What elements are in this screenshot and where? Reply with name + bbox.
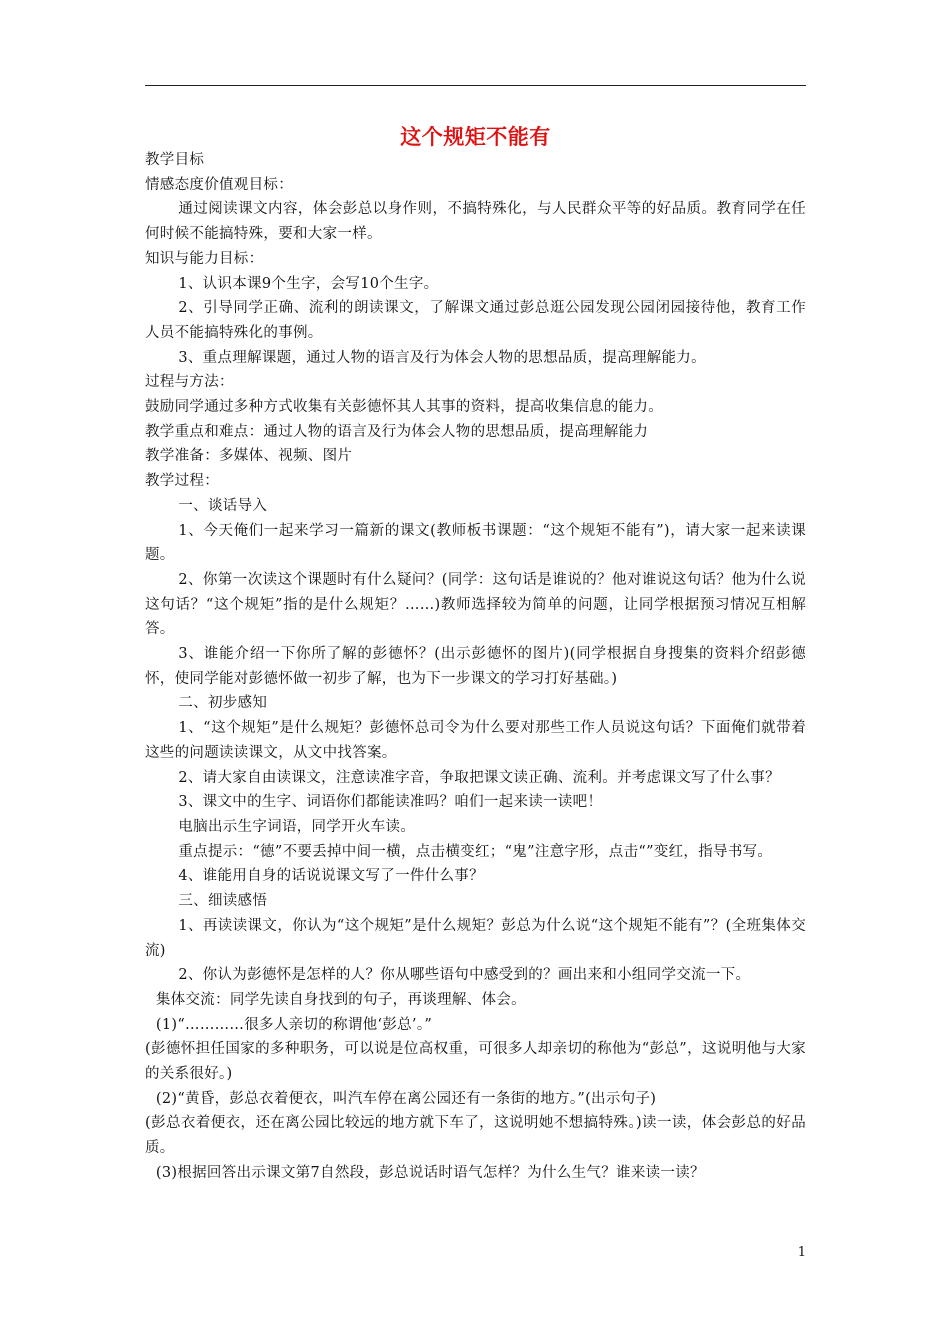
list-item: 4、谁能用自身的话说说课文写了一件什么事？ <box>178 868 484 885</box>
list-item: 2、引导同学正确、流利的朗读课文，了解课文通过彭总逛公园发现公园闭园接待他，教育工作人员不能搞特殊化的事例。 <box>145 300 806 341</box>
sub-heading: 过程与方法： <box>145 374 234 391</box>
list-item: 2、你第一次读这个课题时有什么疑问？(同学：这句话是谁说的？他对谁说这句话？他为什么说这句话？“这个规矩”指的是什么规矩？……)教师选择较为简单的问题，让同学根据预习情况互相解答。 <box>145 571 806 638</box>
document-title: 这个规矩不能有 <box>400 125 551 149</box>
header-rule <box>145 85 806 86</box>
paragraph: 教学准备：多媒体、视频、图片 <box>145 448 353 465</box>
paragraph: (彭德怀担任国家的多种职务，可以说是位高权重，可很多人却亲切的称他为“彭总”，这说明他与大家的关系很好。) <box>145 1041 806 1083</box>
section-heading: 教学过程： <box>145 473 219 490</box>
paragraph: 教学重点和难点：通过人物的语言及行为体会人物的思想品质，提高理解能力 <box>145 423 649 440</box>
section-heading: 教学目标 <box>145 152 205 168</box>
list-item: 3、课文中的生字、词语你们都能读准吗？咱们一起来读一读吧！ <box>178 794 603 811</box>
paragraph: (彭总衣着便衣，还在离公园比较远的地方就下车了，这说明她不想搞特殊。)读一读，体会彭总的好品质。 <box>145 1115 806 1157</box>
step-heading: 一、谈话导入 <box>178 497 268 514</box>
list-item: 3、重点理解课题，通过人物的语言及行为体会人物的思想品质，提高理解能力。 <box>178 349 706 366</box>
paragraph: 重点提示：“德”不要丢掉中间一横，点击横变红；“鬼”注意字形，点击“”变红，指导书写。 <box>178 843 773 860</box>
paragraph: 电脑出示生字词语，同学开火车读。 <box>178 818 416 835</box>
paragraph: 鼓励同学通过多种方式收集有关彭德怀其人其事的资料，提高收集信息的能力。 <box>145 399 663 416</box>
paragraph: 通过阅读课文内容，体会彭总以身作则，不搞特殊化，与人民群众平等的好品质。教育同学在任何时候不能搞特殊，要和大家一样。 <box>145 201 806 243</box>
step-heading: 二、初步感知 <box>178 695 268 712</box>
sub-heading: 情感态度价值观目标： <box>145 176 293 193</box>
list-item: 1、“这个规矩”是什么规矩？彭德怀总司令为什么要对那些工作人员说这句话？下面俺们就带着这些的问题读读课文，从文中找答案。 <box>145 720 806 761</box>
quote-item: (2)“黄昏，彭总衣着便衣，叫汽车停在离公园还有一条街的地方。”(出示句子) <box>155 1090 657 1107</box>
list-item: 2、你认为彭德怀是怎样的人？你从哪些语句中感受到的？画出来和小组同学交流一下。 <box>178 967 751 984</box>
list-item: 1、今天俺们一起来学习一篇新的课文(教师板书课题：“这个规矩不能有”)，请大家一起来读课题。 <box>145 522 806 564</box>
step-heading: 三、细读感悟 <box>178 893 268 910</box>
quote-item: (1)“…………很多人亲切的称谓他‘彭总’。” <box>155 1016 433 1033</box>
list-item: 1、再读读课文，你认为“这个规矩”是什么规矩？彭总为什么说“这个规矩不能有”？(全班集体交流) <box>145 917 806 959</box>
list-item: 2、请大家自由读课文，注意读准字音，争取把课文读正确、流利。并考虑课文写了什么事？ <box>178 769 780 786</box>
page-number: 1 <box>797 1245 806 1260</box>
sub-heading: 知识与能力目标： <box>145 250 264 267</box>
paragraph: 集体交流：同学先读自身找到的句子，再谈理解、体会。 <box>155 991 526 1008</box>
list-item: 3、谁能介绍一下你所了解的彭德怀？(出示彭德怀的图片)(同学根据自身搜集的资料介绍彭德怀，使同学能对彭德怀做一初步了解，也为下一步课文的学习打好基础。) <box>145 646 806 687</box>
quote-item: (3)根据回答出示课文第7自然段，彭总说话时语气怎样？为什么生气？谁来读一读？ <box>155 1164 705 1181</box>
document-body <box>145 148 806 1186</box>
list-item: 1、认识本课9个生字，会写10个生字。 <box>178 275 439 292</box>
